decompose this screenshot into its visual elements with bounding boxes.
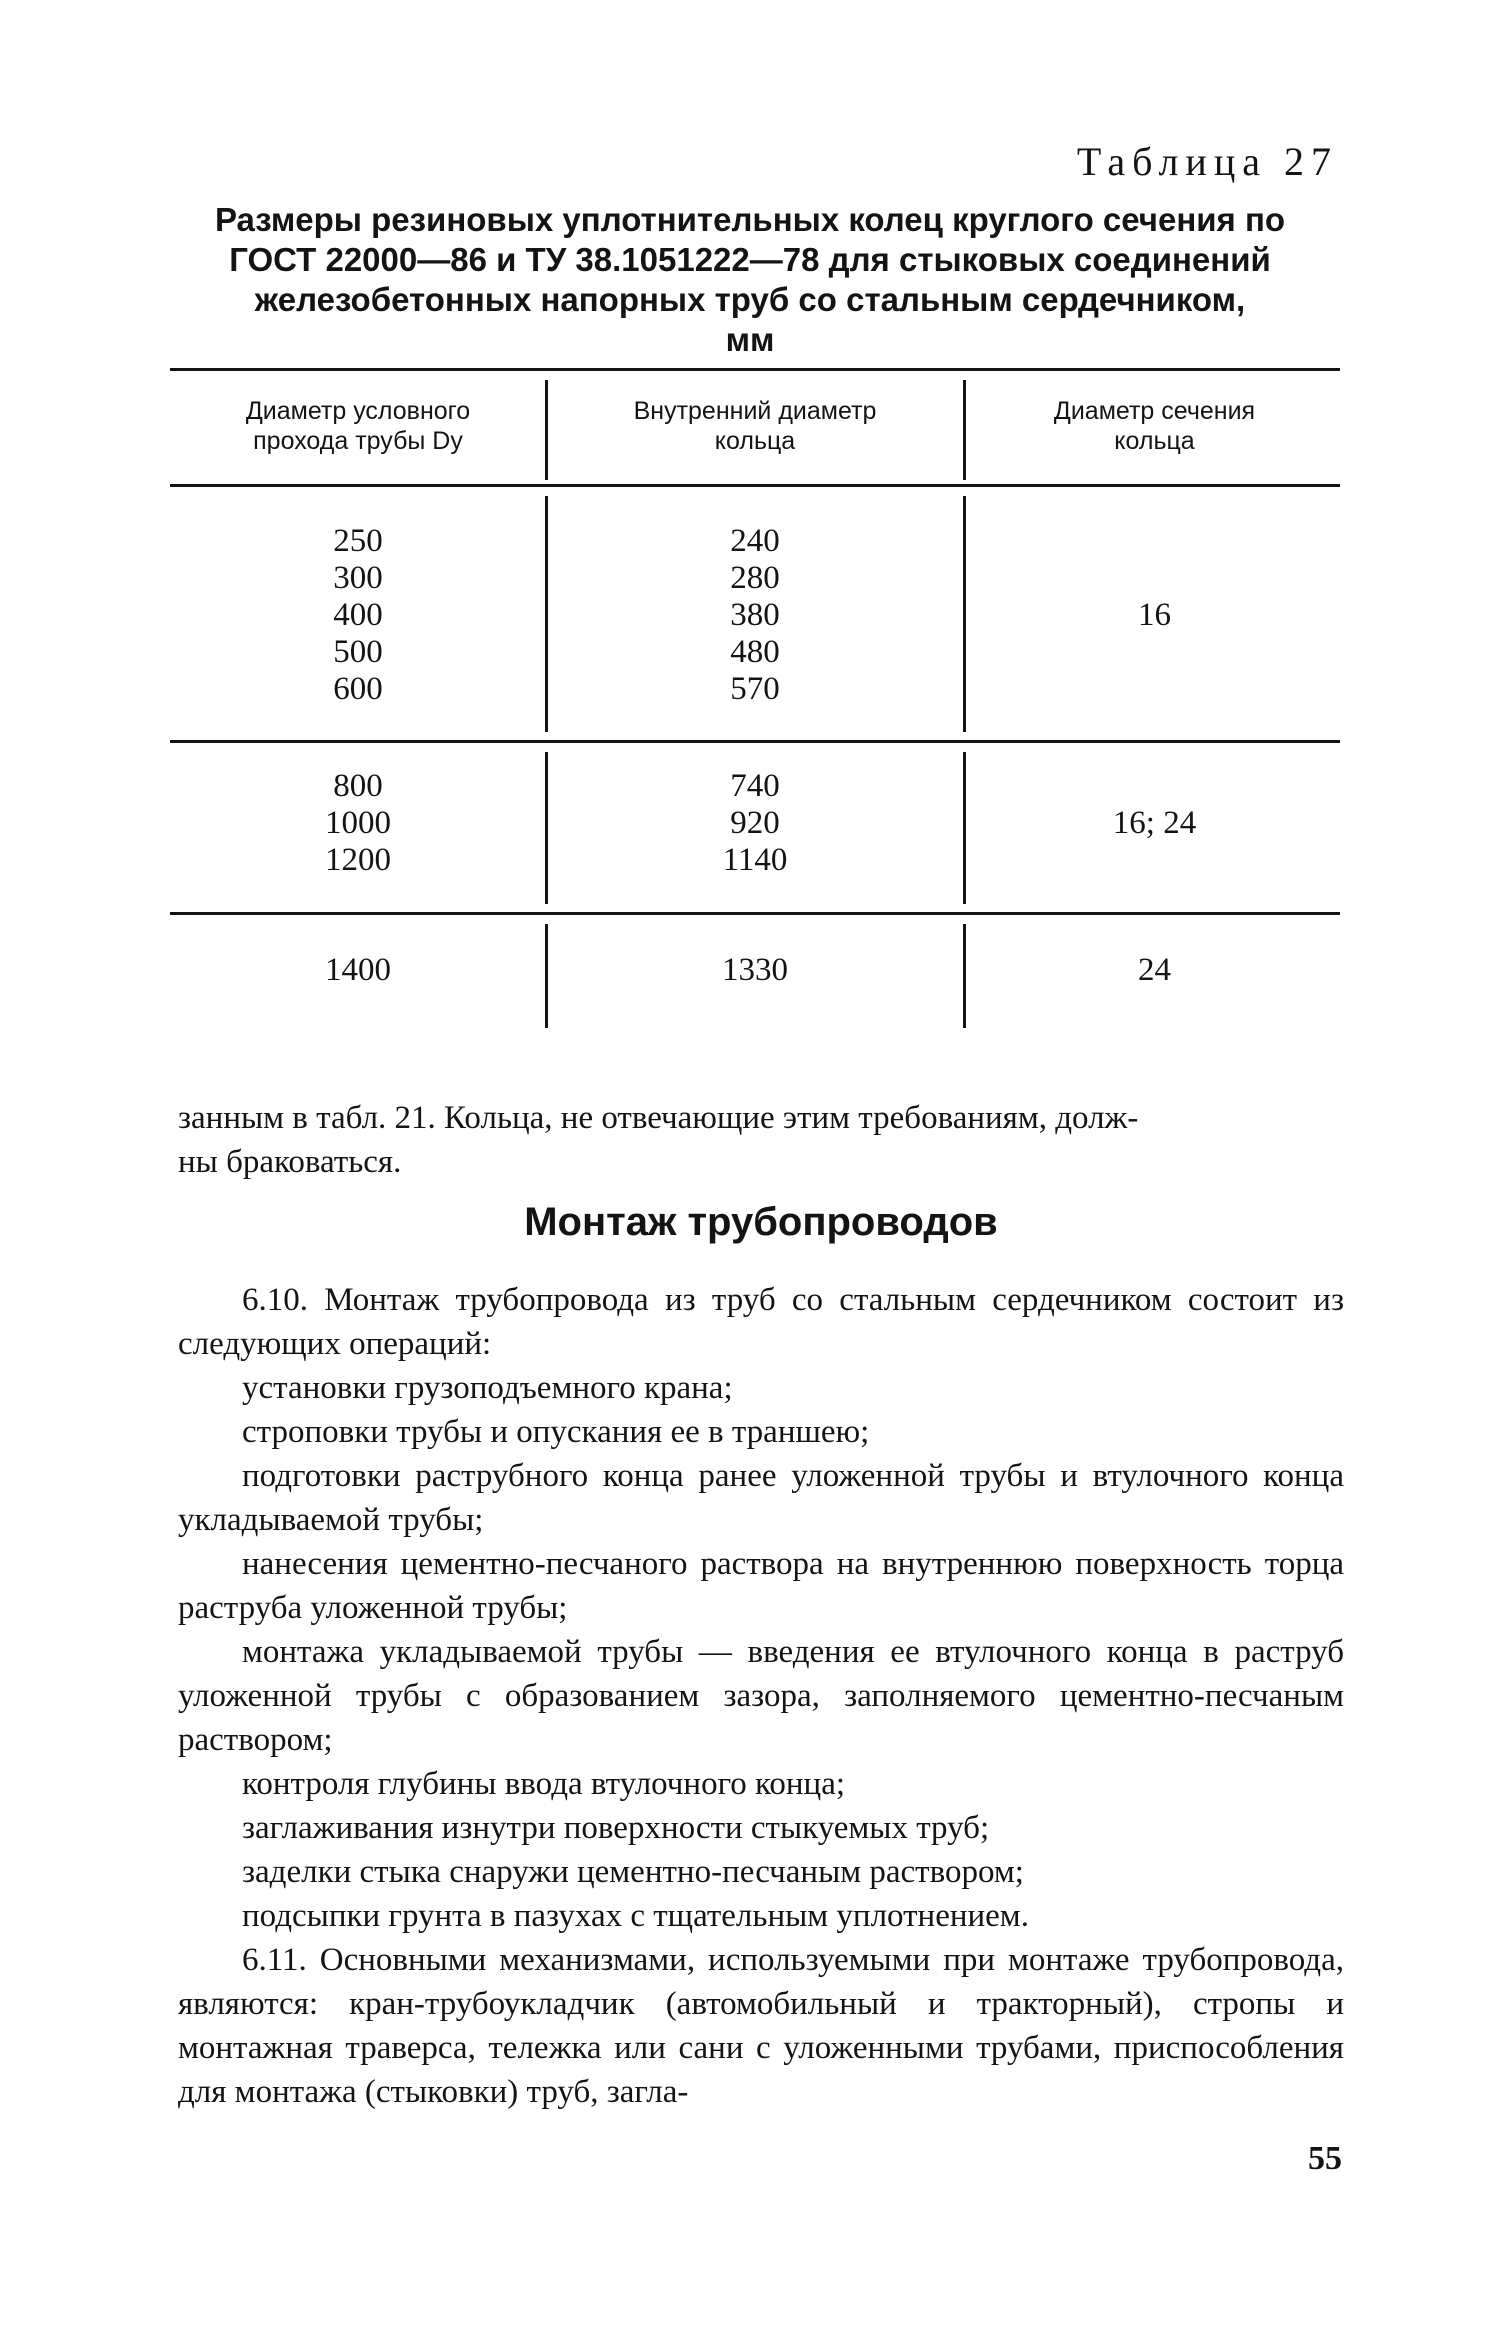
section-diameter-cell [972, 952, 1337, 989]
inner-diameter-cell [555, 952, 955, 989]
column-divider [963, 380, 966, 480]
intro-text [178, 1096, 1344, 1184]
column-divider [963, 752, 966, 904]
section-diameter-cell [972, 805, 1337, 842]
table-value: 280 [730, 560, 780, 596]
nominal-diameter-cell [178, 523, 538, 708]
column-divider [545, 924, 548, 1028]
body-text [178, 1278, 1344, 2114]
list-item: монтажа укладываемой трубы — введения ее втулочного конца в раструб уложенной трубы с образованием зазора, заполняемого цементно-песчаным раствором; [178, 1634, 1344, 1758]
table-value: 250 [333, 523, 383, 559]
list-item: подсыпки грунта в пазухах с тщательным уплотнением. [242, 1898, 1029, 1934]
table-value: 240 [730, 523, 780, 559]
table-value: 400 [333, 597, 383, 633]
inner-diameter-cell [555, 523, 955, 708]
table-value: 1000 [325, 805, 391, 841]
section-title: Монтаж трубопроводов [524, 1200, 998, 1244]
table-value: 800 [333, 768, 383, 804]
table-value: 24 [1138, 952, 1171, 988]
table-value: 480 [730, 634, 780, 670]
header-nominal-diameter [178, 396, 538, 456]
table-value: 570 [730, 671, 780, 707]
table-header-rule [170, 484, 1340, 487]
nominal-diameter-cell [178, 768, 538, 879]
table-value: 300 [333, 560, 383, 596]
table-value: 920 [730, 805, 780, 841]
column-divider [545, 380, 548, 480]
text-line: ны браковаться. [178, 1144, 402, 1180]
column-divider [545, 496, 548, 732]
nominal-diameter-cell [178, 952, 538, 989]
table-value: 740 [730, 768, 780, 804]
list-item: строповки трубы и опускания ее в траншею; [242, 1414, 870, 1450]
table-value: 500 [333, 634, 383, 670]
column-divider [963, 496, 966, 732]
list-item: подготовки раструбного конца ранее уложенной трубы и втулочного конца укладываемой трубы; [178, 1458, 1344, 1538]
header-line: кольца [714, 427, 796, 455]
table-caption [160, 200, 1340, 360]
table-value: 16; 24 [1112, 805, 1197, 841]
paragraph: 6.10. Монтаж трубопровода из труб со стальным сердечником состоит из следующих операций: [178, 1282, 1344, 1362]
caption-line: Размеры резиновых уплотнительных колец круглого сечения по [214, 201, 1286, 238]
list-item: установки грузоподъемного крана; [242, 1370, 733, 1406]
list-item: заглаживания изнутри поверхности стыкуемых труб; [242, 1810, 990, 1846]
page-number: 55 [1308, 2140, 1342, 2177]
section-diameter-cell [972, 597, 1337, 634]
table-value: 1140 [722, 842, 788, 878]
column-divider [545, 752, 548, 904]
table-group-rule [170, 912, 1340, 915]
table-value: 1400 [325, 952, 391, 988]
list-item: нанесения цементно-песчаного раствора на внутреннюю поверхность торца раструба уложенной трубы; [178, 1546, 1344, 1626]
header-line: Диаметр условного [245, 397, 471, 425]
caption-line: ГОСТ 22000—86 и ТУ 38.1051222—78 для стыковых соединений [229, 241, 1271, 278]
table-group-rule [170, 740, 1340, 743]
list-item: заделки стыка снаружи цементно-песчаным раствором; [242, 1854, 1024, 1890]
table-value: 16 [1138, 597, 1171, 633]
list-item: контроля глубины ввода втулочного конца; [242, 1766, 846, 1802]
header-line: Диаметр сечения [1053, 397, 1256, 425]
table-value: 1200 [325, 842, 391, 878]
caption-line: мм [725, 321, 775, 358]
header-line: Внутренний диаметр [633, 397, 877, 425]
column-divider [963, 924, 966, 1028]
table-number: Таблица 27 [1076, 139, 1338, 184]
table-value: 600 [333, 671, 383, 707]
table-value: 380 [730, 597, 780, 633]
caption-line: железобетонных напорных труб со стальным сердечником, [254, 281, 1246, 318]
header-inner-diameter [555, 396, 955, 456]
inner-diameter-cell [555, 768, 955, 879]
text-line: занным в табл. 21. Кольца, не отвечающие этим требованиям, долж- [178, 1100, 1139, 1136]
paragraph: 6.11. Основными механизмами, используемыми при монтаже трубопровода, являются: кран-трубоукладчик (автомобильный и тракторный), стропы и монтажная траверса, тележка или сани с уложенными трубами, приспособления для монтажа (стыковки) труб, загла- [178, 1942, 1344, 2110]
header-line: прохода трубы Dу [253, 427, 463, 455]
table-value: 1330 [722, 952, 788, 988]
header-line: кольца [1114, 427, 1195, 455]
header-section-diameter [972, 396, 1337, 456]
table-top-rule [170, 368, 1340, 371]
